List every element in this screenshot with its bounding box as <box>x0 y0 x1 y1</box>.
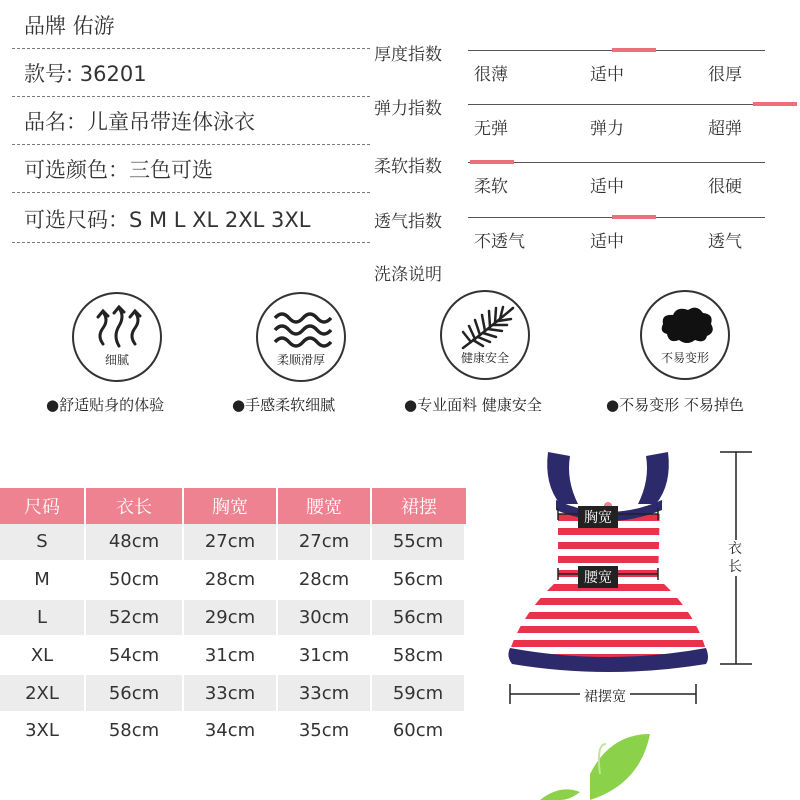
info-row-sizes <box>12 196 370 243</box>
size-table-header <box>0 488 466 524</box>
index-level-marker <box>612 215 656 219</box>
feature-caption-1: 细腻 <box>104 353 129 367</box>
product-name-text: 品名：儿童吊带连体泳衣 <box>24 110 255 134</box>
index-level-marker <box>470 160 514 164</box>
feature-text-4: ●不易变形 不易掉色 <box>606 396 744 414</box>
size-table-body <box>0 524 466 751</box>
table-cell: 50cm <box>86 562 184 598</box>
index-option: 很薄 <box>474 65 508 85</box>
index-title: 透气指数 <box>374 212 442 232</box>
header-cell: 腰宽 <box>278 488 372 524</box>
model-text: 款号: 36201 <box>24 62 147 86</box>
index-option: 适中 <box>590 232 624 252</box>
table-cell: 59cm <box>372 675 466 711</box>
info-row-name <box>12 98 370 145</box>
header-cell: 衣长 <box>86 488 184 524</box>
index-option: 适中 <box>590 65 624 85</box>
hem-label: 裙摆宽 <box>580 686 630 706</box>
table-cell: 56cm <box>86 675 184 711</box>
index-line <box>468 104 765 105</box>
table-cell: 34cm <box>184 713 278 749</box>
skirt <box>510 582 706 659</box>
table-cell: 60cm <box>372 713 466 749</box>
wash-title: 洗涤说明 <box>374 265 442 285</box>
table-cell: 48cm <box>86 524 184 560</box>
index-option: 无弹 <box>474 119 508 139</box>
info-row-model <box>12 50 370 97</box>
table-row <box>0 637 466 675</box>
swimsuit-diagram <box>500 444 800 800</box>
feature-text-1: ●舒适贴身的体验 <box>46 396 165 414</box>
table-cell: 33cm <box>184 675 278 711</box>
brand-text: 品牌 佑游 <box>24 14 115 38</box>
colors-text: 可选颜色：三色可选 <box>24 158 213 182</box>
heat-arrows-icon <box>89 304 149 354</box>
feature-text-2: ●手感柔软细腻 <box>232 396 336 414</box>
table-cell: S <box>0 524 86 560</box>
feature-circle-1 <box>72 292 162 382</box>
table-cell: 55cm <box>372 524 466 560</box>
index-level-marker <box>753 102 797 106</box>
table-cell: 28cm <box>184 562 278 598</box>
table-cell: 56cm <box>372 600 466 636</box>
index-option: 很硬 <box>708 177 742 197</box>
index-option: 适中 <box>590 177 624 197</box>
table-cell: 3XL <box>0 713 86 749</box>
index-option: 弹力 <box>590 119 624 139</box>
table-row <box>0 524 466 562</box>
feature-circle-4 <box>640 290 730 380</box>
info-row-brand <box>12 2 370 49</box>
table-row <box>0 562 466 600</box>
table-cell: 2XL <box>0 675 86 711</box>
table-cell: 27cm <box>184 524 278 560</box>
chest-label: 胸宽 <box>578 506 618 528</box>
waist-label: 腰宽 <box>578 566 618 588</box>
index-title: 柔软指数 <box>374 157 442 177</box>
decorative-leaf <box>540 734 650 800</box>
left-strap <box>547 452 578 504</box>
index-option: 不透气 <box>474 232 525 252</box>
feature-circle-3 <box>440 290 530 380</box>
feature-circle-2 <box>256 292 346 382</box>
waves-icon <box>273 304 333 354</box>
header-cell: 尺码 <box>0 488 86 524</box>
header-cell: 胸宽 <box>184 488 278 524</box>
table-cell: 58cm <box>372 637 466 673</box>
info-row-colors <box>12 146 370 193</box>
table-cell: 27cm <box>278 524 372 560</box>
table-cell: M <box>0 562 86 598</box>
index-option: 透气 <box>708 232 742 252</box>
feature-text-3: ●专业面料 健康安全 <box>404 396 542 414</box>
index-level-marker <box>612 48 656 52</box>
right-strap <box>638 452 669 504</box>
table-cell: 30cm <box>278 600 372 636</box>
index-title: 弹力指数 <box>374 99 442 119</box>
header-cell: 裙摆 <box>401 497 437 518</box>
sizes-text: 可选尺码：S M L XL 2XL 3XL <box>24 208 311 232</box>
index-option: 柔软 <box>474 177 508 197</box>
table-row <box>0 675 466 713</box>
size-table <box>0 488 466 751</box>
table-row <box>0 600 466 638</box>
table-cell: 28cm <box>278 562 372 598</box>
table-cell: L <box>0 600 86 636</box>
table-cell: 54cm <box>86 637 184 673</box>
length-label: 衣长 <box>728 541 742 575</box>
table-cell: 29cm <box>184 600 278 636</box>
table-cell: 33cm <box>278 675 372 711</box>
feature-caption-2: 柔顺滑厚 <box>276 353 325 367</box>
feature-caption-3: 健康安全 <box>460 351 509 365</box>
table-cell: 31cm <box>278 637 372 673</box>
index-option: 超弹 <box>708 119 742 139</box>
table-row <box>0 713 466 751</box>
table-cell: XL <box>0 637 86 673</box>
leaf-icon <box>457 302 517 352</box>
table-cell: 31cm <box>184 637 278 673</box>
table-cell: 35cm <box>278 713 372 749</box>
table-cell: 58cm <box>86 713 184 749</box>
index-title: 厚度指数 <box>374 45 442 65</box>
feature-caption-4: 不易变形 <box>660 351 709 365</box>
cloud-icon <box>657 302 717 352</box>
table-cell: 52cm <box>86 600 184 636</box>
index-option: 很厚 <box>708 65 742 85</box>
table-cell: 56cm <box>372 562 466 598</box>
